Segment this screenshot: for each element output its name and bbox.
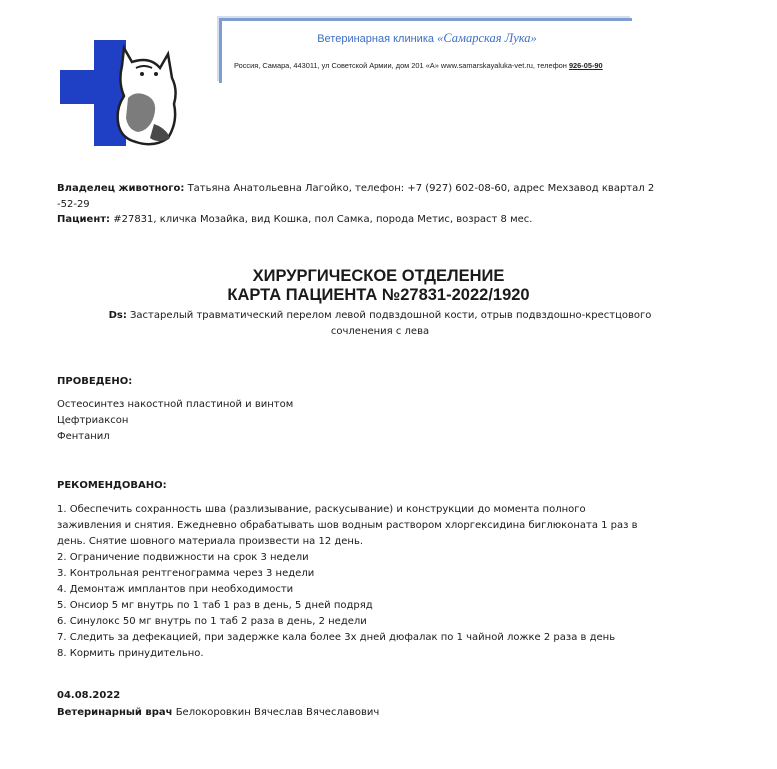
performed-heading: ПРОВЕДЕНО:	[57, 376, 133, 387]
list-item: 3. Контрольная рентгенограмма через 3 недели	[57, 568, 315, 579]
clinic-address: Россия, Самара, 443011, ул Советской Армии, дом 201 «А» www.samarskayaluka-vet.ru, телефон 926-05-90	[234, 61, 603, 70]
list-item: Остеосинтез накостной пластиной и винтом	[57, 399, 294, 410]
list-item: Фентанил	[57, 431, 110, 442]
patient-label: Пациент:	[57, 214, 111, 225]
list-item: заживления и снятия. Ежедневно обрабатывать шов водным раствором хлоргексидина биглюконата 1 раз в	[57, 520, 638, 531]
diagnosis	[80, 308, 680, 340]
patient-details: #27831, кличка Мозайка, вид Кошка, пол Самка, порода Метис, возраст 8 мес.	[110, 214, 533, 225]
page-title: ХИРУРГИЧЕСКОЕ ОТДЕЛЕНИЕ	[252, 267, 505, 285]
diagnosis-label: Ds:	[108, 310, 127, 321]
owner-details-cont: -52-29	[57, 199, 90, 210]
list-item: 1. Обеспечить сохранность шва (разлизывание, раскусывание) и конструкции до момента полного	[57, 504, 586, 515]
list-item: Цефтриаксон	[57, 415, 129, 426]
list-item: 7. Следить за дефекацией, при задержке кала более 3х дней дюфалак по 1 чайной ложке 2 раза в день	[57, 632, 616, 643]
doctor-name: Белокоровкин Вячеслав Вячеславович	[172, 707, 380, 718]
list-item: 2. Ограничение подвижности на срок 3 недели	[57, 552, 309, 563]
list-item: 6. Синулокс 50 мг внутрь по 1 таб 2 раза в день, 2 недели	[57, 616, 367, 627]
document-date: 04.08.2022	[57, 690, 121, 701]
performed-list	[57, 397, 293, 445]
list-item: 5. Онсиор 5 мг внутрь по 1 таб 1 раз в день, 5 дней подряд	[57, 600, 373, 611]
clinic-phone: 926-05-90	[568, 61, 603, 70]
clinic-name: Ветеринарная клиника «Самарская Лука»	[317, 31, 537, 45]
doctor-label: Ветеринарный врач	[57, 707, 173, 718]
patient-info	[57, 212, 532, 228]
cat-icon	[118, 48, 176, 144]
clinic-header	[219, 18, 632, 83]
diagnosis-text: Застарелый травматический перелом левой подвздошной кости, отрыв подвздошно-крестцового сочленения с лева	[126, 310, 652, 337]
owner-details: Татьяна Анатольевна Лагойко, телефон: +7 (927) 602-08-60, адрес Мехзавод квартал 2	[184, 183, 655, 194]
clinic-logo	[58, 38, 182, 150]
list-item: 8. Кормить принудительно.	[57, 648, 204, 659]
list-item: день. Снятие шовного материала произвести на 12 день.	[57, 536, 364, 547]
doctor-signature	[57, 705, 379, 721]
owner-info	[57, 181, 697, 213]
list-item: 4. Демонтаж имплантов при необходимости	[57, 584, 294, 595]
page-subtitle: КАРТА ПАЦИЕНТА №27831-2022/1920	[227, 286, 530, 304]
owner-label: Владелец животного:	[57, 183, 185, 194]
recommended-heading: РЕКОМЕНДОВАНО:	[57, 480, 167, 491]
recommended-list	[57, 502, 638, 662]
clinic-brand: «Самарская Лука»	[437, 31, 537, 45]
